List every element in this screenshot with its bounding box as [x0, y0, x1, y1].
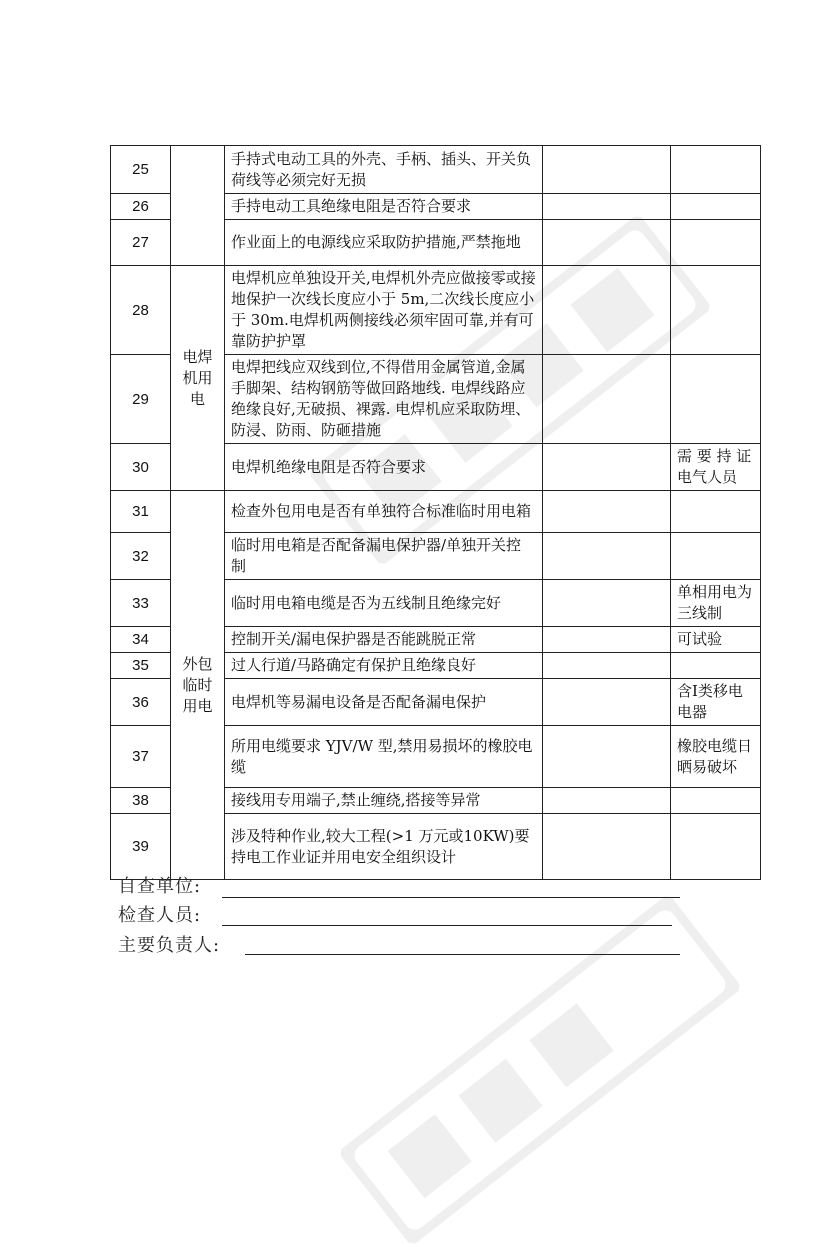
check-item: 电焊机应单独设开关,电焊机外壳应做接零或接地保护一次线长度应小于 5m,二次线长度应小于 30m.电焊机两侧接线必须牢固可靠,并有可靠防护护罩 — [225, 266, 543, 355]
remark-cell — [671, 355, 761, 444]
row-number: 26 — [111, 194, 171, 220]
remark-cell: 橡胶电缆日晒易破坏 — [671, 726, 761, 788]
result-cell[interactable] — [543, 355, 671, 444]
self-check-unit-label: 自查单位: — [118, 876, 202, 897]
result-cell[interactable] — [543, 444, 671, 491]
check-item: 手持电动工具绝缘电阻是否符合要求 — [225, 194, 543, 220]
result-cell[interactable] — [543, 814, 671, 880]
principal-field[interactable] — [245, 954, 680, 955]
row-number: 38 — [111, 788, 171, 814]
category-cell — [171, 146, 225, 266]
result-cell[interactable] — [543, 533, 671, 580]
remark-cell — [671, 491, 761, 533]
row-number: 32 — [111, 533, 171, 580]
table-row — [111, 146, 761, 194]
inspector-field[interactable] — [222, 925, 672, 926]
remark-cell — [671, 146, 761, 194]
result-cell[interactable] — [543, 580, 671, 627]
row-number: 30 — [111, 444, 171, 491]
remark-cell — [671, 220, 761, 266]
row-number: 25 — [111, 146, 171, 194]
remark-cell — [671, 814, 761, 880]
check-item: 临时用电箱电缆是否为五线制且绝缘完好 — [225, 580, 543, 627]
table-row — [111, 266, 761, 355]
check-item: 电焊机等易漏电设备是否配备漏电保护 — [225, 679, 543, 726]
table-row — [111, 491, 761, 533]
remark-cell — [671, 653, 761, 679]
row-number: 28 — [111, 266, 171, 355]
row-number: 34 — [111, 627, 171, 653]
result-cell[interactable] — [543, 491, 671, 533]
check-item: 电焊把线应双线到位,不得借用金属管道,金属手脚架、结构钢筋等做回路地线. 电焊线路应绝缘良好,无破损、裸露. 电焊机应采取防埋、防浸、防雨、防砸措施 — [225, 355, 543, 444]
inspection-table — [110, 145, 761, 880]
row-number: 29 — [111, 355, 171, 444]
check-item: 手持式电动工具的外壳、手柄、插头、开关负荷线等必须完好无损 — [225, 146, 543, 194]
result-cell[interactable] — [543, 220, 671, 266]
row-number: 35 — [111, 653, 171, 679]
check-item: 临时用电箱是否配备漏电保护器/单独开关控制 — [225, 533, 543, 580]
row-number: 33 — [111, 580, 171, 627]
check-item: 检查外包用电是否有单独符合标准临时用电箱 — [225, 491, 543, 533]
result-cell[interactable] — [543, 653, 671, 679]
remark-cell: 可试验 — [671, 627, 761, 653]
result-cell[interactable] — [543, 788, 671, 814]
inspector-label: 检查人员: — [118, 905, 202, 926]
remark-cell: 需 要 持 证电气人员 — [671, 444, 761, 491]
row-number: 31 — [111, 491, 171, 533]
check-item: 涉及特种作业,较大工程(>1 万元或10KW)要持电工作业证并用电安全组织设计 — [225, 814, 543, 880]
check-item: 过人行道/马路确定有保护且绝缘良好 — [225, 653, 543, 679]
check-item: 所用电缆要求 YJV/W 型,禁用易损坏的橡胶电缆 — [225, 726, 543, 788]
check-item: 接线用专用端子,禁止缠绕,搭接等异常 — [225, 788, 543, 814]
watermark-logo — [338, 893, 743, 1246]
row-number: 39 — [111, 814, 171, 880]
row-number: 37 — [111, 726, 171, 788]
result-cell[interactable] — [543, 146, 671, 194]
result-cell[interactable] — [543, 679, 671, 726]
row-number: 36 — [111, 679, 171, 726]
check-item: 作业面上的电源线应采取防护措施,严禁拖地 — [225, 220, 543, 266]
category-contractor: 外包临时用电 — [171, 491, 225, 880]
result-cell[interactable] — [543, 194, 671, 220]
result-cell[interactable] — [543, 627, 671, 653]
principal-label: 主要负责人: — [118, 935, 221, 956]
check-item: 控制开关/漏电保护器是否能跳脱正常 — [225, 627, 543, 653]
row-number: 27 — [111, 220, 171, 266]
remark-cell — [671, 788, 761, 814]
result-cell[interactable] — [543, 726, 671, 788]
remark-cell: 单相用电为三线制 — [671, 580, 761, 627]
category-welding: 电焊机用电 — [171, 266, 225, 491]
remark-cell — [671, 194, 761, 220]
remark-cell — [671, 533, 761, 580]
remark-cell — [671, 266, 761, 355]
remark-cell: 含Ⅰ类移电电器 — [671, 679, 761, 726]
check-item: 电焊机绝缘电阻是否符合要求 — [225, 444, 543, 491]
result-cell[interactable] — [543, 266, 671, 355]
self-check-unit-field[interactable] — [222, 897, 680, 898]
